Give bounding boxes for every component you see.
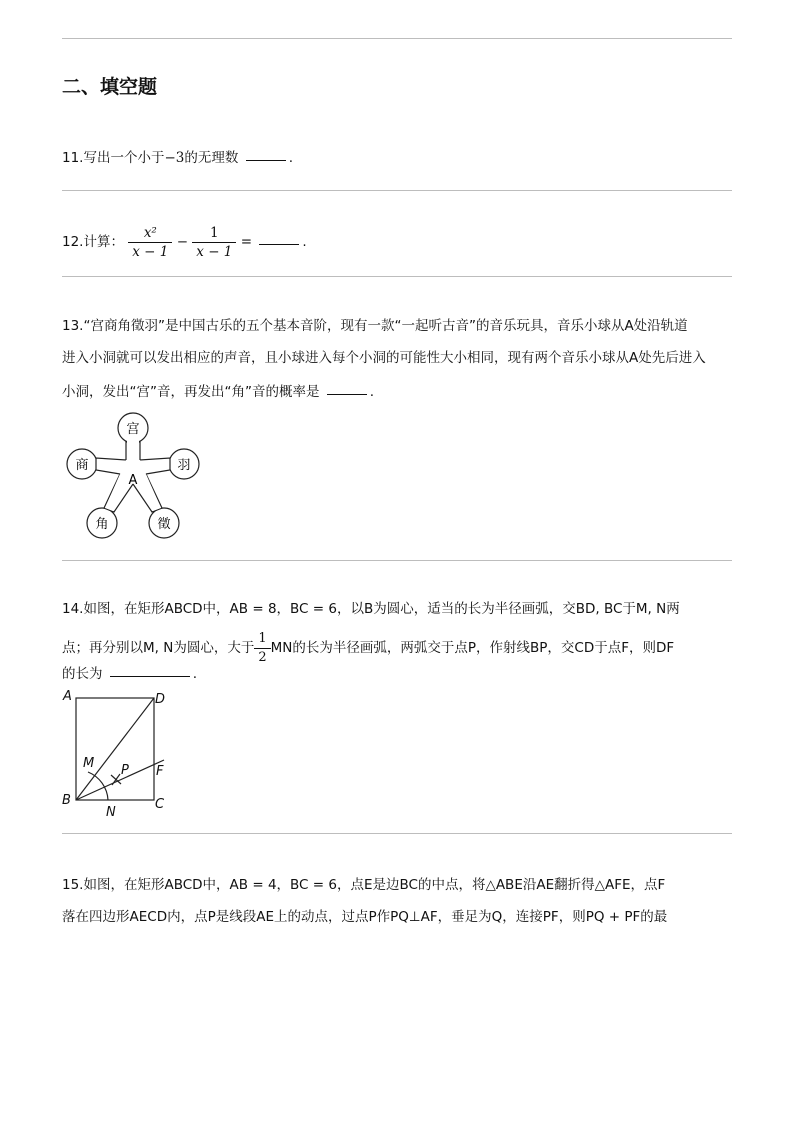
label-a: A (63, 689, 72, 704)
label-center-a: A (128, 473, 138, 488)
q14-frac-numerator: 1 (254, 630, 270, 649)
q14-line-3-text: 的长为 (62, 666, 103, 682)
q11-number: −3 (164, 150, 185, 166)
q11-end: . (288, 150, 293, 166)
q14-frac-denominator: 2 (258, 649, 267, 665)
divider-12 (62, 276, 732, 277)
q13-figure-flower (60, 410, 210, 545)
divider-14 (62, 833, 732, 834)
q14-end: . (192, 666, 198, 682)
q12-frac2-numerator: 1 (192, 224, 236, 243)
question-11 (62, 150, 293, 166)
q14-line-2 (62, 628, 674, 668)
top-divider (62, 38, 732, 39)
q12-end: . (302, 234, 307, 250)
label-gong: 宫 (126, 422, 140, 437)
q12-equals: = (240, 234, 253, 250)
q13-line-1: 13.“宫商角徵羽”是中国古乐的五个基本音阶，现有一款“一起听古音”的音乐玩具，音乐小球从A处沿轨道 (62, 318, 688, 334)
q13-answer-blank[interactable] (327, 393, 367, 395)
q13-line-3-text: 小洞，发出“宫”音，再发出“角”音的概率是 (62, 384, 320, 400)
label-p: P (121, 763, 129, 778)
q12-frac1-numerator: x² (128, 224, 172, 243)
q13-line-3 (62, 384, 374, 400)
q12-frac1-denominator: x − 1 (132, 243, 169, 260)
section-title: 二、填空题 (62, 76, 158, 98)
label-d: D (155, 692, 166, 707)
arc-mn (88, 772, 108, 800)
q14-line-3 (62, 666, 197, 682)
q12-frac2-denominator: x − 1 (196, 243, 233, 260)
label-c: C (155, 797, 165, 812)
q11-prefix: 11.写出一个小于 (62, 150, 165, 166)
q12-fraction-2 (192, 224, 236, 261)
question-12 (62, 222, 307, 262)
divider-13 (62, 560, 732, 561)
q15-line-2: 落在四边形AECD内，点P是线段AE上的动点，过点P作PQ⊥AF，垂足为Q，连接PF，则PQ + PF的最 (62, 909, 668, 925)
q11-suffix: 的无理数 (184, 150, 239, 166)
label-m: M (83, 756, 95, 771)
q14-fraction-half (254, 630, 270, 667)
q14-line-2b: MN的长为半径画弧，两弧交于点P，作射线BP，交CD于点F，则DF (270, 640, 675, 656)
diagonal-bd (76, 698, 154, 800)
divider-11 (62, 190, 732, 191)
label-yu: 羽 (177, 458, 191, 473)
q14-answer-blank[interactable] (110, 675, 190, 677)
q13-line-2: 进入小洞就可以发出相应的声音，且小球进入每个小洞的可能性大小相同，现有两个音乐小球从A处先后进入 (62, 350, 706, 366)
label-jiao: 角 (95, 517, 109, 532)
q14-figure-rectangle (60, 688, 180, 820)
q12-fraction-1 (128, 224, 172, 261)
q14-line-1: 14.如图，在矩形ABCD中，AB = 8，BC = 6，以B为圆心，适当的长为半径画弧，交BD, BC于M, N两 (62, 601, 680, 617)
label-f: F (156, 764, 164, 779)
label-b: B (62, 793, 71, 808)
q13-end: . (369, 384, 375, 400)
q12-answer-blank[interactable] (259, 243, 299, 245)
q12-prefix: 12.计算： (62, 234, 124, 250)
label-shang: 商 (75, 458, 89, 473)
label-zhi: 徵 (157, 517, 171, 532)
q15-line-1: 15.如图，在矩形ABCD中，AB = 4，BC = 6，点E是边BC的中点，将△ABE沿AE翻折得△AFE，点F (62, 877, 666, 893)
q14-line-2a: 点；再分别以M, N为圆心，大于 (62, 640, 255, 656)
q11-answer-blank[interactable] (246, 159, 286, 161)
label-n: N (106, 805, 116, 820)
q12-minus: − (176, 234, 188, 250)
